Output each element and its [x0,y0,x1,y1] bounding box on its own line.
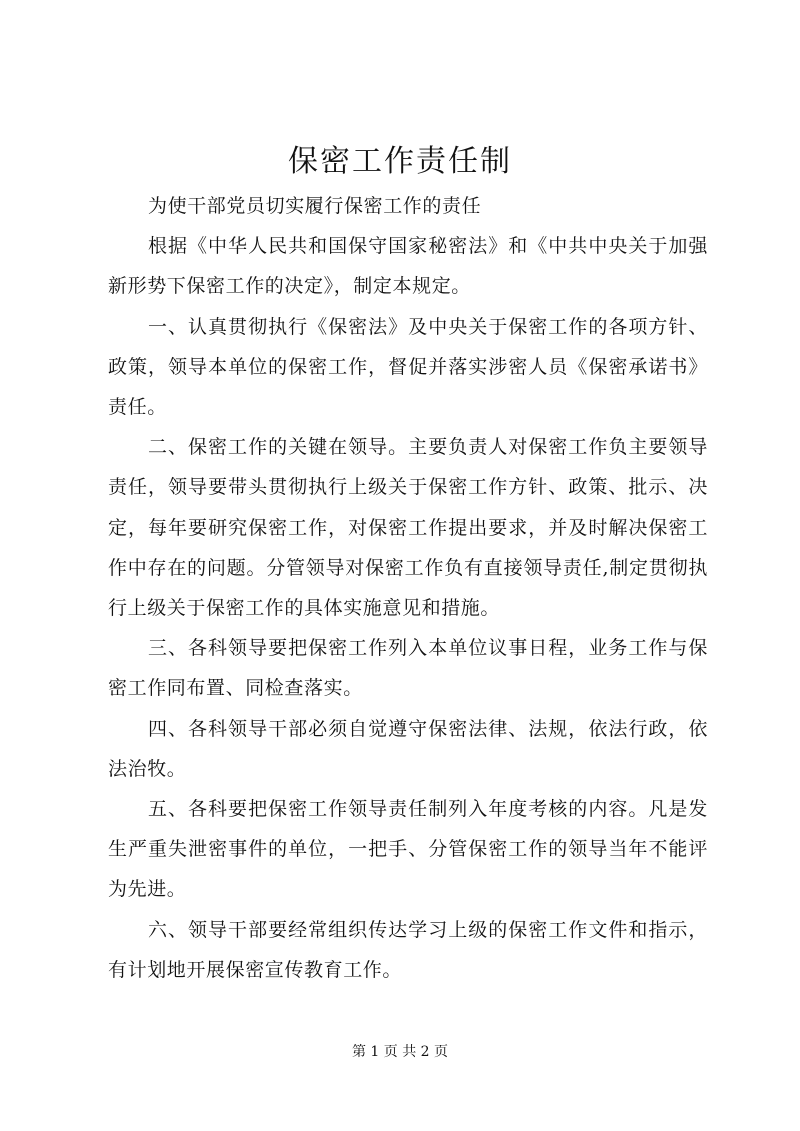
document-body [108,186,708,990]
paragraph-item-2: 二、保密工作的关键在领导。主要负责人对保密工作负主要领导责任，领导要带头贯彻执行上级关于保密工作方针、政策、批示、决定，每年要研究保密工作，对保密工作提出要求，并及时解决保密工作中存在的问题。分管领导对保密工作负有直接领导责任,制定贯彻执行上级关于保密工作的具体实施意见和措施。 [108,436,708,620]
paragraph-item-5: 五、各科要把保密工作领导责任制列入年度考核的内容。凡是发生严重失泄密事件的单位，一把手、分管保密工作的领导当年不能评为先进。 [108,798,708,901]
page-number-label: 第 1 页 共 2 页 [351,1044,449,1060]
document-title: 保密工作责任制 [288,144,512,179]
paragraph-item-6: 六、领导干部要经常组织传达学习上级的保密工作文件和指示，有计划地开展保密宣传教育工作。 [108,918,708,981]
page-footer [0,1042,800,1062]
paragraph-intro: 为使干部党员切实履行保密工作的责任 [148,195,482,217]
paragraph-basis: 根据《中华人民共和国保守国家秘密法》和《中共中央关于加强新形势下保密工作的决定》，制定本规定。 [108,235,708,298]
paragraph-item-1: 一、认真贯彻执行《保密法》及中央关于保密工作的各项方针、政策，领导本单位的保密工作，督促并落实涉密人员《保密承诺书》责任。 [108,315,708,419]
paragraph-item-4: 四、各科领导干部必须自觉遵守保密法律、法规，依法行政，依法治牧。 [108,717,708,780]
paragraph-item-3: 三、各科领导要把保密工作列入本单位议事日程，业务工作与保密工作同布置、同检查落实。 [108,637,708,700]
